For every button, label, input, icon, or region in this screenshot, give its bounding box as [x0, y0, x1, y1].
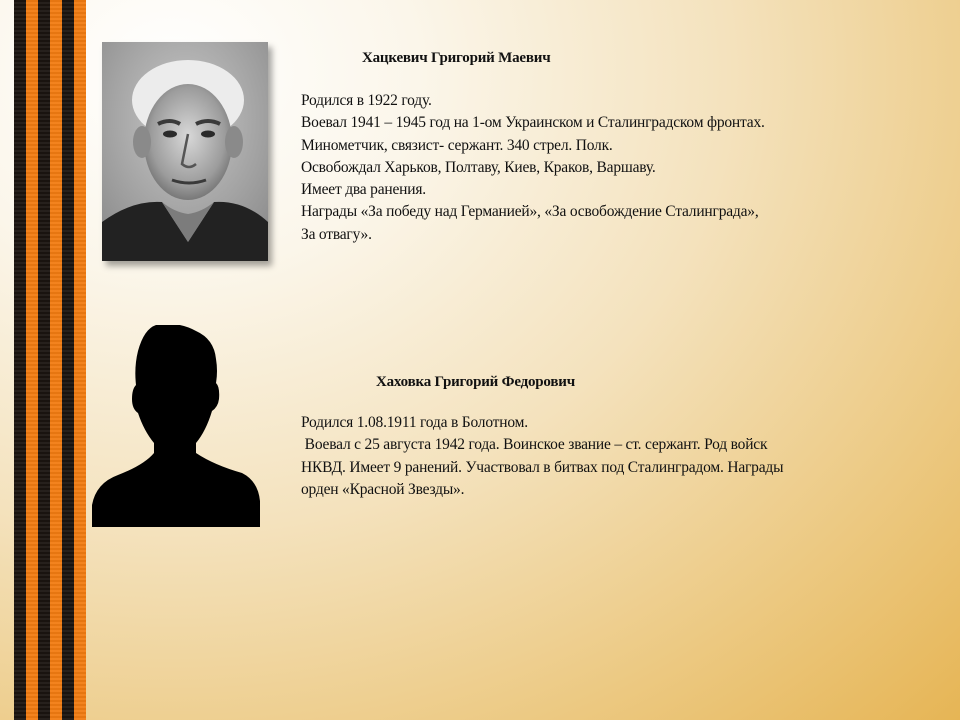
bio-line: Воевал 1941 – 1945 год на 1-ом Украинском и Сталинградском фронтах. [301, 114, 765, 132]
bio-line: За отвагу». [301, 225, 372, 243]
st-george-ribbon [14, 0, 86, 720]
bio-line: Родился 1.08.1911 года в Болотном. [301, 414, 528, 431]
bio-line: орден «Красной Звезды». [301, 480, 465, 498]
veteran-1-bio [301, 90, 765, 246]
bio-line: Имеет два ранения. [301, 181, 426, 199]
bio-line: Награды «За победу над Германией», «За освобождение Сталинграда», [301, 203, 759, 221]
veteran-2-silhouette-icon [92, 325, 262, 527]
veteran-1-name: Хацкевич Григорий Маевич [362, 50, 551, 66]
veteran-2-bio [301, 412, 783, 501]
bio-line: Минометчик, связист- сержант. 340 стрел. Полк. [301, 136, 613, 154]
bio-line: НКВД. Имеет 9 ранений. Участвовал в битвах под Сталинградом. Награды [301, 458, 784, 476]
bio-line: Родился в 1922 году. [301, 92, 432, 109]
bio-line: Освобождал Харьков, Полтаву, Киев, Краков, Варшаву. [301, 158, 656, 176]
veteran-2-name: Хаховка Григорий Федорович [376, 374, 575, 390]
bio-line: Воевал с 25 августа 1942 года. Воинское звание – ст. сержант. Род войск [301, 436, 768, 454]
veteran-1-photo [102, 42, 268, 261]
